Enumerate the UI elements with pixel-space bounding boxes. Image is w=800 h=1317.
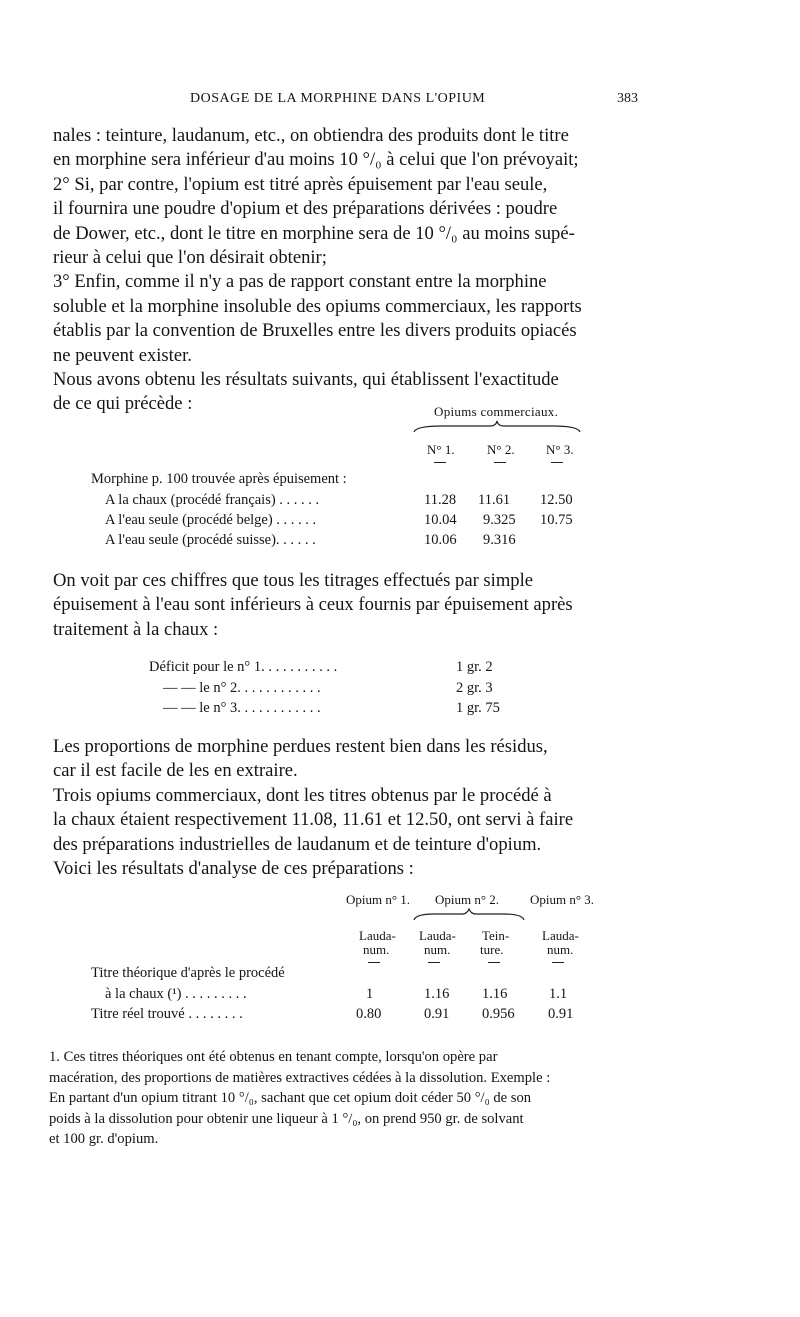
table-cell: 0.91 bbox=[424, 1006, 450, 1022]
text-line: établis par la convention de Bruxelles entre les divers produits opiacés bbox=[53, 320, 577, 342]
text-line: 3° Enfin, comme il n'y a pas de rapport constant entre la morphine bbox=[53, 271, 547, 293]
text-line: 2° Si, par contre, l'opium est titré après épuisement par l'eau seule, bbox=[53, 173, 548, 195]
page-number: 383 bbox=[617, 91, 638, 106]
text-line: Trois opiums commerciaux, dont les titres obtenus par le procédé à bbox=[53, 784, 552, 806]
text-line: en morphine sera inférieur d'au moins 10 °/₀ à celui que l'on prévoyait; bbox=[53, 149, 579, 171]
text-line: épuisement à l'eau sont inférieurs à ceux fournis par épuisement après bbox=[53, 594, 573, 616]
column-rule bbox=[368, 962, 380, 963]
text-line: On voit par ces chiffres que tous les titrages effectués par simple bbox=[53, 570, 534, 591]
column-rule bbox=[488, 962, 500, 963]
footnote-line: En partant d'un opium titrant 10 °/₀, sachant que cet opium doit céder 50 °/₀ de son bbox=[49, 1090, 532, 1107]
running-title: DOSAGE DE LA MORPHINE DANS L'OPIUM bbox=[190, 91, 486, 106]
deficit-value: 1 gr. 75 bbox=[456, 700, 500, 716]
column-header: N° 2. bbox=[487, 442, 515, 457]
deficit-label: — — le n° 2. . . . . . . . . . . . bbox=[163, 680, 321, 696]
footnote-line: 1. Ces titres théoriques ont été obtenus en tenant compte, lorsqu'on opère par bbox=[49, 1049, 498, 1065]
table-cell: 11.61 bbox=[478, 492, 511, 508]
column-rule bbox=[552, 962, 564, 963]
table-group-header: Opiums commerciaux. bbox=[434, 404, 559, 419]
table-cell: 1.1 bbox=[549, 986, 568, 1002]
footnote-line: poids à la dissolution pour obtenir une liqueur à 1 °/₀, on prend 950 gr. de solvant bbox=[49, 1110, 524, 1127]
table-cell: 0.956 bbox=[482, 1006, 515, 1022]
text-line: soluble et la morphine insoluble des opiums commerciaux, les rapports bbox=[53, 295, 582, 317]
text-line: traitement à la chaux : bbox=[53, 618, 219, 640]
text-line: des préparations industrielles de laudanum et de teinture d'opium. bbox=[53, 833, 542, 855]
table-cell: 1.16 bbox=[482, 986, 508, 1002]
column-header: Lauda- bbox=[419, 928, 456, 943]
table-title-row: Morphine p. 100 trouvée après épuisement : bbox=[91, 471, 347, 487]
footnote-line: macération, des proportions de matières extractives cédées à la dissolution. Exemple : bbox=[49, 1069, 551, 1086]
row-label: A l'eau seule (procédé suisse). . . . . . bbox=[105, 532, 316, 548]
text-line: rieur à celui que l'on désirait obtenir; bbox=[53, 247, 327, 269]
footnote-line: et 100 gr. d'opium. bbox=[49, 1131, 159, 1148]
column-header: ture. bbox=[480, 942, 504, 957]
table-cell: 11.28 bbox=[424, 492, 457, 508]
column-header: Lauda- bbox=[542, 928, 579, 943]
column-header: Lauda- bbox=[359, 928, 396, 943]
row-label: Titre réel trouvé . . . . . . . . bbox=[91, 1006, 243, 1022]
text-line: il fournira une poudre d'opium et des préparations dérivées : poudre bbox=[53, 198, 558, 220]
column-header: num. bbox=[547, 942, 574, 957]
text-line: Les proportions de morphine perdues restent bien dans les résidus, bbox=[53, 736, 548, 757]
brace-icon bbox=[412, 908, 526, 922]
text-line: de Dower, etc., dont le titre en morphine sera de 10 °/₀ au moins supé- bbox=[53, 222, 575, 244]
table-cell: 1 bbox=[366, 986, 374, 1002]
table-cell: 9.316 bbox=[483, 532, 516, 548]
table-cell: 0.80 bbox=[356, 1006, 382, 1022]
text-line: Nous avons obtenu les résultats suivants, qui établissent l'exactitude bbox=[53, 369, 559, 391]
column-header: Tein- bbox=[482, 928, 510, 943]
row-label: A la chaux (procédé français) . . . . . . bbox=[105, 492, 320, 508]
table-cell: 1.16 bbox=[424, 986, 450, 1002]
group-header: Opium n° 2. bbox=[435, 892, 500, 907]
row-label: Titre théorique d'après le procédé bbox=[91, 965, 285, 981]
group-header: Opium n° 3. bbox=[530, 892, 595, 907]
table-cell: 9.325 bbox=[483, 512, 516, 528]
deficit-label: — — le n° 3. . . . . . . . . . . . bbox=[163, 700, 321, 716]
row-label: A l'eau seule (procédé belge) . . . . . . bbox=[105, 512, 317, 528]
text-line: la chaux étaient respectivement 11.08, 11.61 et 12.50, ont servi à faire bbox=[53, 809, 574, 831]
column-header: N° 1. bbox=[427, 442, 455, 457]
text-line: nales : teinture, laudanum, etc., on obtiendra des produits dont le titre bbox=[53, 125, 569, 146]
footnote bbox=[49, 1047, 643, 1150]
row-label: à la chaux (¹) . . . . . . . . . bbox=[105, 986, 247, 1002]
deficit-value: 1 gr. 2 bbox=[456, 659, 493, 675]
column-rule bbox=[428, 962, 440, 963]
text-line: Voici les résultats d'analyse de ces préparations : bbox=[53, 858, 414, 880]
text-line: de ce qui précède : bbox=[53, 393, 193, 415]
table-cell: 10.06 bbox=[424, 532, 457, 548]
column-header: N° 3. bbox=[546, 442, 574, 457]
column-header: num. bbox=[363, 942, 390, 957]
table-cell: 12.50 bbox=[540, 492, 573, 508]
table-cell: 0.91 bbox=[548, 1006, 574, 1022]
column-header: num. bbox=[424, 942, 451, 957]
text-line: car il est facile de les en extraire. bbox=[53, 760, 298, 782]
group-header: Opium n° 1. bbox=[346, 892, 411, 907]
table-cell: 10.04 bbox=[424, 512, 457, 528]
deficit-label: Déficit pour le n° 1. . . . . . . . . . . bbox=[149, 659, 338, 675]
table-cell: 10.75 bbox=[540, 512, 573, 528]
text-line: ne peuvent exister. bbox=[53, 344, 192, 366]
deficit-value: 2 gr. 3 bbox=[456, 680, 493, 696]
